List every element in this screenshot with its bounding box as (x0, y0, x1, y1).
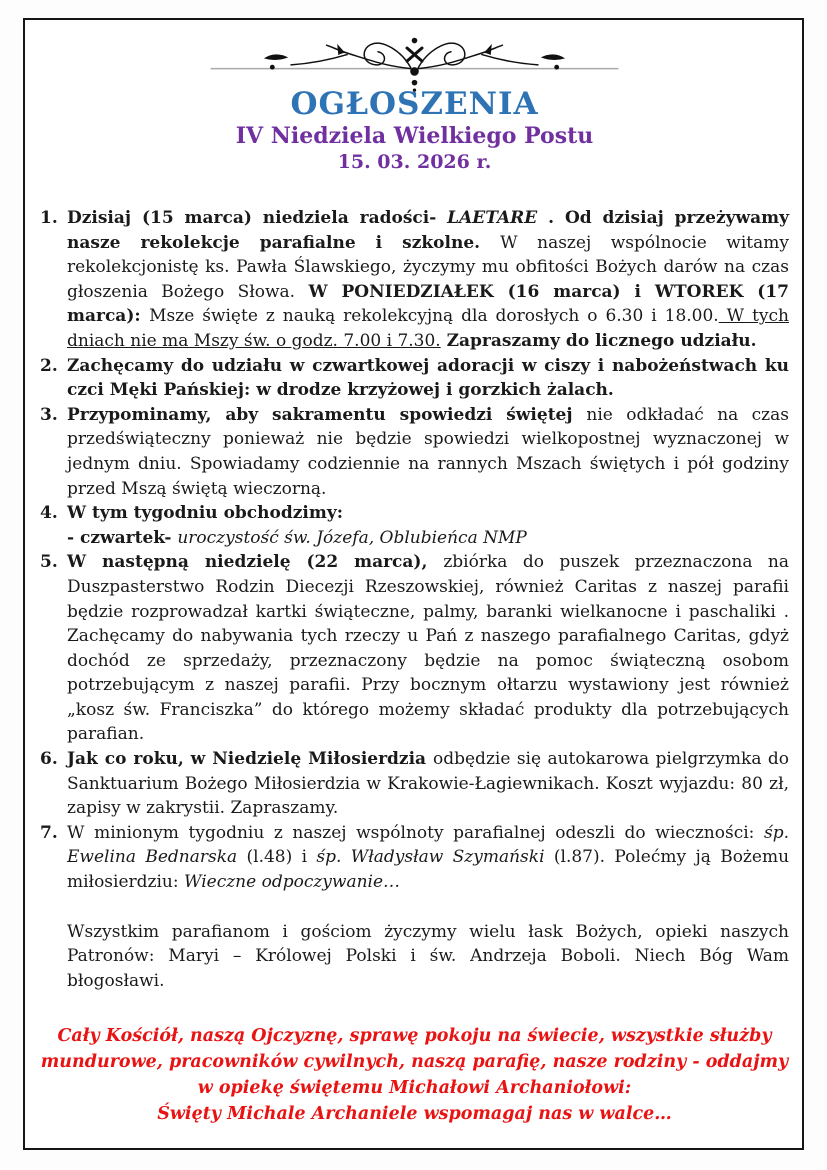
announcement-item (40, 747, 789, 821)
text-run: W następną niedzielę (22 marca), (67, 552, 444, 573)
header-ornament (40, 34, 789, 92)
prayer-line: Cały Kościół, naszą Ojczyznę, sprawę pokoju na świecie, wszystkie służby mundurowe, pracowników cywilnych, naszą parafię, nasze rodziny - oddajmy w opiekę świętemu Michałowi Archaniołowi: (40, 1026, 789, 1099)
announcement-item (40, 403, 789, 501)
text-run: W tym tygodniu obchodzimy: (67, 503, 344, 524)
announcement-item (40, 206, 789, 354)
announcement-item (40, 821, 789, 895)
text-run: W naszej wspólnocie witamy rekolekcjonistę ks. Pawła Ślawskiego, życzymy mu obfitości Bożych darów na czas głoszenia Bożego Słowa. (67, 232, 789, 302)
text-run: - czwartek- (67, 527, 178, 548)
announcement-item (40, 354, 789, 403)
text-run: nie odkładać na czas przedświąteczny ponieważ nie będzie spowiedzi wielkopostnej wyznaczonej w jednym dniu. Spowiadamy codziennie na rannych Mszach świętych i pół godziny przed Mszą świętą wieczorną. (67, 404, 789, 499)
text-run: śp. Ewelina Bednarska (67, 822, 789, 868)
item-number: 6. (40, 749, 58, 770)
announcements-list (40, 206, 789, 895)
text-run: odbędzie się autokarowa pielgrzymka do Sanktuarium Bożego Miłosierdzia w Krakowie-Łagiewnikach. Koszt wyjazdu: 80 zł, zapisy w zakrystii. Zapraszamy. (67, 749, 789, 819)
page-subtitle: IV Niedziela Wielkiego Postu (235, 123, 594, 149)
document-page (23, 18, 804, 1150)
item-text (67, 501, 789, 550)
text-run: Msze święte z nauką rekolekcyjną dla dorosłych o 6.30 i 18.00. (149, 306, 719, 327)
text-run: zbiórka do puszek przeznaczona na Duszpasterstwo Rodzin Diecezji Rzeszowskiej, również Caritas z naszej parafii będzie rozprowadzał kartki świąteczne, palmy, baranki wielkanocne i paschaliki . Zachęcamy do nabywania tych rzeczy u Pań z naszego parafialnego Caritas, gdyż dochód ze sprzedaży, przeznaczony będzie na pomoc świąteczną osobom potrzebującym z naszej parafii. Przy bocznym ołtarzu wystawiony jest również „kosz św. Franciszka” do którego możemy składać produkty dla potrzebujących parafian. (67, 552, 789, 745)
text-run: LAETARE (447, 208, 549, 228)
item-number: 1. (40, 208, 58, 228)
item-text (67, 403, 789, 501)
text-run: uroczystość św. Józefa, Oblubieńca NMP (177, 527, 527, 548)
text-run: W PONIEDZIAŁEK (16 marca) i WTOREK (17 marca): (67, 281, 789, 327)
document-date: 15. 03. 2026 r. (337, 151, 492, 173)
text-run: W minionym tygodniu z naszej wspólnoty parafialnej odeszli do wieczności: (67, 822, 764, 843)
item-number: 2. (40, 355, 58, 376)
item-number: 5. (40, 552, 58, 573)
text-run: . Od dzisiaj przeżywamy nasze rekolekcje parafialne i szkolne. (67, 208, 790, 253)
text-run: śp. Władysław Szymański (316, 847, 554, 868)
text-run: Wszystkim parafianom i gościom życzymy wielu łask Bożych, opieki naszych Patronów: Maryi – Królowej Polski i św. Andrzeja Boboli. Niech Bóg Wam błogosławi. (67, 921, 789, 991)
text-run: Jak co roku, w Niedzielę Miłosierdzia (67, 749, 433, 770)
item-text (67, 747, 789, 821)
calligraphic-flourish-icon (207, 34, 622, 92)
prayer-text (40, 1023, 789, 1127)
item-text (67, 206, 789, 354)
text-run: Przypominamy, aby sakramentu spowiedzi świętej (67, 404, 587, 425)
item-text (67, 821, 789, 895)
text-run: Zachęcamy do udziału w czwartkowej adoracji w ciszy i nabożeństwach ku czci Męki Pańskiej: w drodze krzyżowej i gorzkich żalach. (67, 355, 789, 401)
item-text (67, 354, 789, 403)
item-number: 7. (40, 822, 58, 843)
item-number: 3. (40, 404, 58, 425)
announcement-item (40, 501, 789, 550)
page-title: OGŁOSZENIA (290, 86, 539, 122)
text-run: Wieczne odpoczywanie… (184, 872, 401, 893)
text-run: W tych dniach nie ma Mszy św. o godz. 7.00 i 7.30. (67, 306, 789, 351)
announcement-item (40, 550, 789, 747)
text-run: (l.48) i (246, 847, 317, 868)
text-run: Zapraszamy do licznego udziału. (440, 330, 757, 351)
text-run: Dzisiaj (15 marca) niedziela radości- (67, 208, 448, 228)
item-number: 4. (40, 503, 58, 524)
text-run: (l.87). Polećmy ją Bożemu miłosierdziu: (67, 847, 790, 893)
prayer-line: Święty Michale Archaniele wspomagaj nas w walce… (157, 1104, 672, 1125)
item-text (67, 550, 789, 747)
closing-paragraph (67, 920, 789, 994)
